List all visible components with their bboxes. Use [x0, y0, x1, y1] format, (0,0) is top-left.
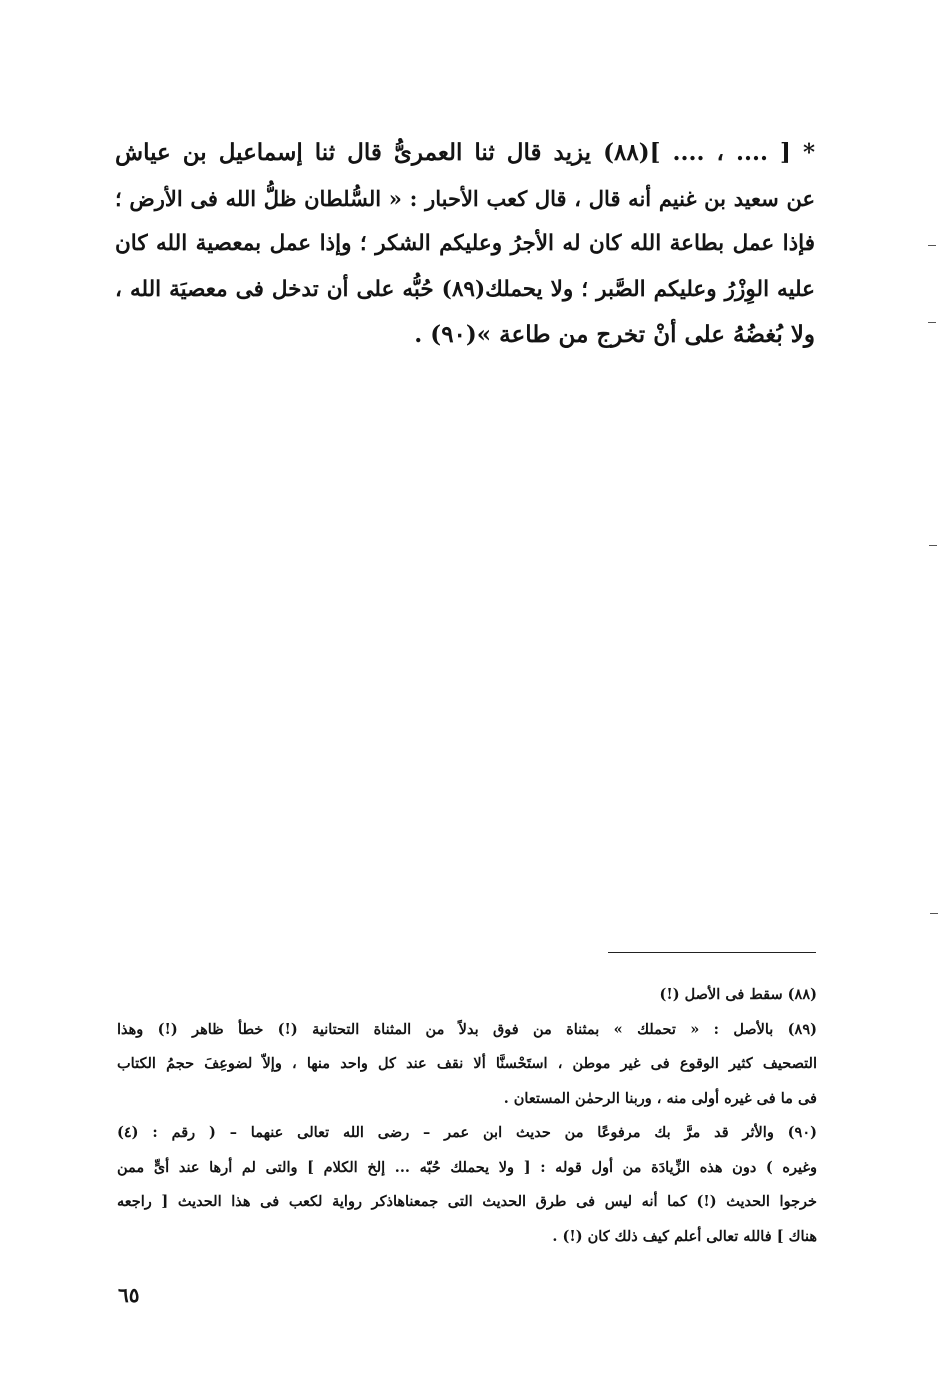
footnote-line: (٨٨) سقط فى الأصل (!): [659, 986, 817, 1003]
scan-edge-mark: [930, 913, 938, 914]
main-text-block: [115, 130, 815, 358]
footnote-line: (٩٠) والأثر قد مرَّ بك مرفوعًا من حديث ابن عمر – رضى الله تعالى عنهما – ( رقم : (٤): [117, 1124, 817, 1141]
footnote-line: التصحيف كثير الوقوع فى غير موطن ، استَحْسنَّا ألا نقف عند كل واحد منها ، وإلاّ لضوعِفَ حجمُ الكتاب: [117, 1055, 817, 1072]
main-text-line: عليه الوِزْرُ وعليكم الصَّبر ؛ ولا يحملك(٨٩) حُبُّه على أن تدخل فى معصيَة الله ،: [115, 276, 816, 302]
footnote-88: [117, 978, 817, 1013]
footnote-line: فى ما فى غيره أولى منه ، وربنا الرحمٰن المستعان .: [503, 1089, 817, 1107]
footnote-line: (٨٩) بالأصل : « تحملك » بمثناة من فوق بدلاً من المثناة التحتانية (!) خطأ ظاهر (!) وهذا: [117, 1020, 817, 1038]
main-text-line: ولا بُغضُهُ على أنْ تخرج من طاعة »(٩٠) .: [414, 321, 815, 348]
main-text-line: * [ .... ، .... ](٨٨) يزيد قال ثنا العمرىُّ قال ثنا إسماعيل بن عياش: [115, 139, 815, 166]
scan-edge-mark: [928, 322, 936, 323]
main-text-line: فإذا عمل بطاعة الله كان له الأجرُ وعليكم الشكر ؛ وإذا عمل بمعصية الله كان: [115, 231, 815, 256]
scan-edge-mark: [928, 245, 936, 246]
footnotes-block: [117, 978, 817, 1254]
page-number: ٦٥: [118, 1283, 140, 1307]
footnote-separator: [608, 952, 816, 953]
footnote-90: [117, 1116, 817, 1254]
footnote-89: [117, 1013, 817, 1117]
scan-edge-mark: [929, 545, 937, 546]
footnote-line: وغيره ) دون هذه الزِّيادَة من أول قوله : [ ولا يحملك حُبّه ... إلخ الكلام ] والتى لم أرها عند أىٍّ ممن: [117, 1158, 817, 1176]
main-text-line: عن سعيد بن غنيم أنه قال ، قال كعب الأحبار : « السُّلطان ظلُّ الله فى الأرض ؛: [115, 185, 815, 211]
footnote-line: هناك ] فالله تعالى أعلم كيف ذلك كان (!) .: [552, 1227, 817, 1245]
footnote-line: خرجوا الحديث (!) كما أنه ليس فى طرق الحديث التى جمعناهاذكر رواية لكعب فى هذا الحديث [ راجعه: [117, 1193, 817, 1210]
